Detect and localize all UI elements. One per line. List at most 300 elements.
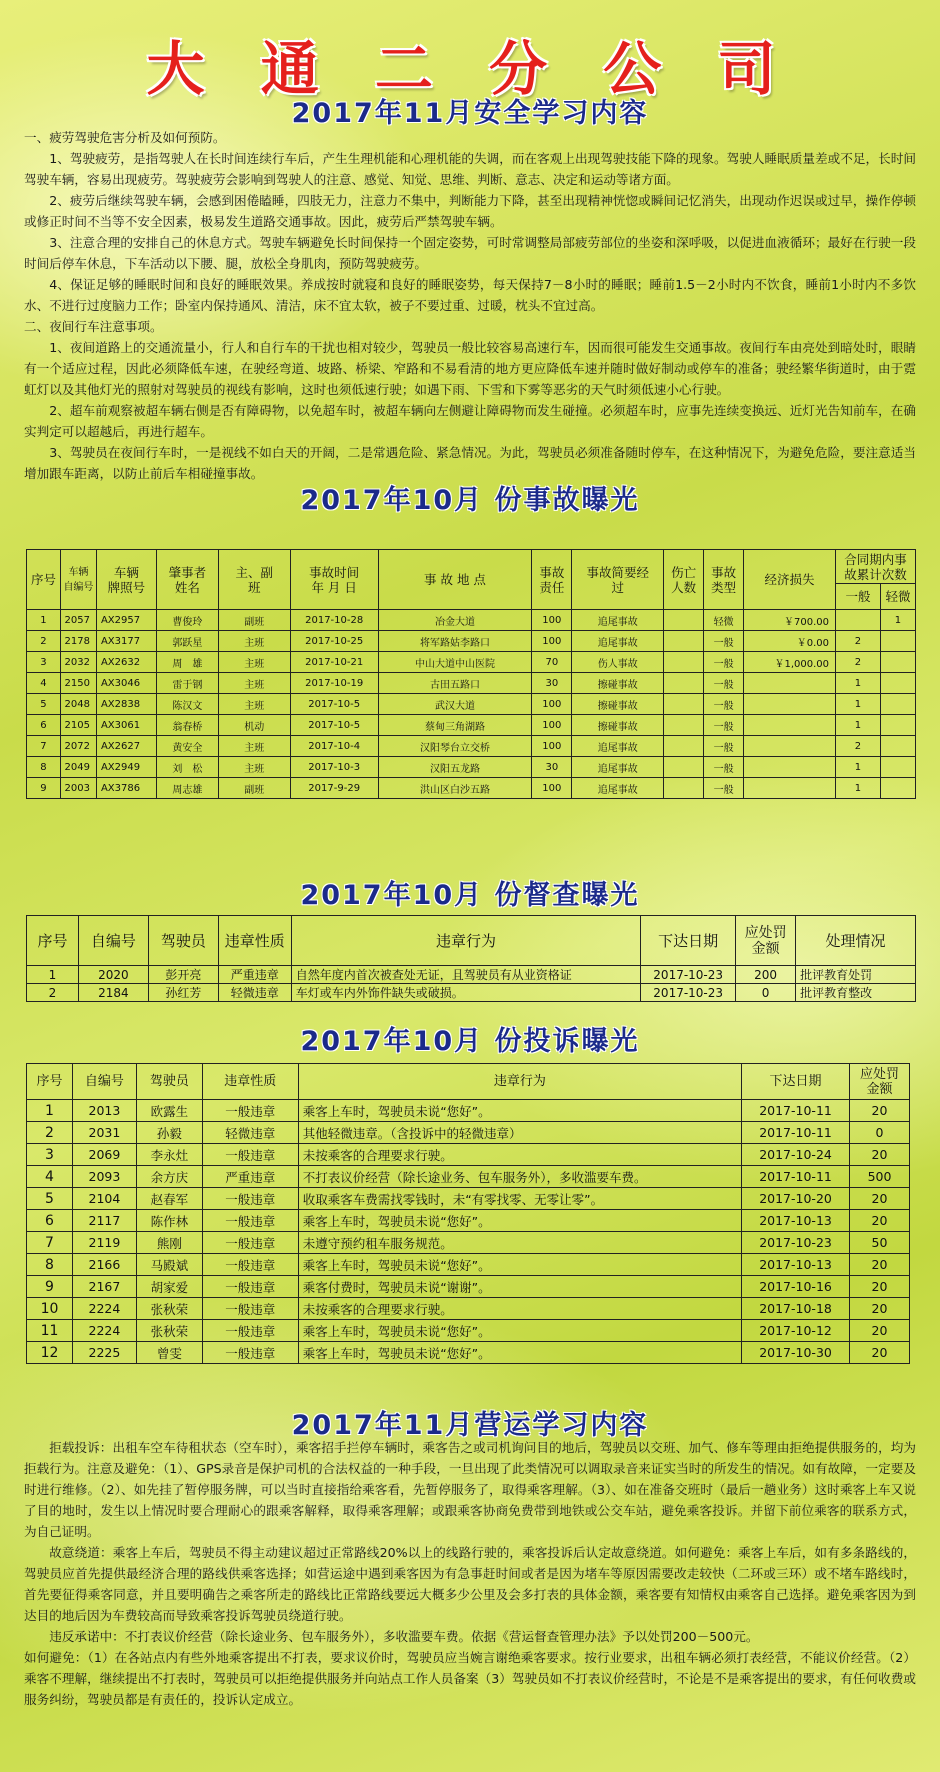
table-cell: ￥1,000.00: [744, 652, 836, 673]
table-row: [27, 1122, 910, 1144]
table-cell: 2031: [72, 1122, 136, 1144]
table-cell: 一般违章: [202, 1232, 298, 1254]
col-header: 事 故 地 点: [378, 550, 532, 610]
study-paragraph: 2、疲劳后继续驾驶车辆，会感到困倦瞌睡，四肢无力，注意力不集中，判断能力下降，甚至出现精神恍惚或瞬间记忆消失，出现动作迟误或过早，操作停顿或修正时间不当等不安全因素，极易发生道路交通事故。因此，疲劳后严禁驾驶车辆。: [24, 193, 916, 229]
table-cell: 张秋荣: [136, 1298, 202, 1320]
table-cell: 12: [27, 1342, 73, 1364]
table-cell: 欧露生: [136, 1100, 202, 1122]
col-header: 驾驶员: [148, 916, 218, 966]
table-cell: 乘客上车时，驾驶员未说“您好”。: [298, 1210, 741, 1232]
table-cell: 9: [27, 1276, 73, 1298]
table-cell: AX2949: [96, 757, 156, 778]
table-row: [27, 1342, 910, 1364]
table-cell: 主班: [218, 631, 290, 652]
table-row: [27, 1188, 910, 1210]
table-cell: [880, 736, 915, 757]
table-cell: 一般: [704, 652, 744, 673]
table-cell: 2017-10-11: [742, 1100, 850, 1122]
table-cell: [880, 631, 915, 652]
table-cell: [664, 673, 704, 694]
table-cell: 轻微: [704, 610, 744, 631]
table-cell: 500: [849, 1166, 909, 1188]
table-cell: 一般: [704, 715, 744, 736]
table-cell: 乘客上车时，驾驶员未说“您好”。: [298, 1254, 741, 1276]
table-cell: 200: [736, 966, 796, 984]
table-cell: 2: [27, 984, 79, 1002]
table-cell: 蔡甸三角湖路: [378, 715, 532, 736]
table-cell: 熊刚: [136, 1232, 202, 1254]
table-cell: 30: [532, 757, 572, 778]
table-cell: 2003: [60, 778, 96, 799]
table-cell: 100: [532, 610, 572, 631]
table-cell: 20: [849, 1144, 909, 1166]
table-cell: 其他轻微违章。（含投诉中的轻微违章）: [298, 1122, 741, 1144]
table-cell: 一般: [704, 736, 744, 757]
table-cell: 2017-10-18: [742, 1298, 850, 1320]
study-paragraph: 2、超车前观察被超车辆右侧是否有障碍物，以免超车时，被超车辆向左侧避让障碍物而发生碰撞。必须超车时，应事先连续变换远、近灯光告知前车，在确实判定可以超越后，再进行超车。: [24, 403, 916, 439]
table-row: [27, 610, 916, 631]
table-cell: 乘客上车时，驾驶员未说“您好”。: [298, 1342, 741, 1364]
table-cell: 主班: [218, 652, 290, 673]
table-cell: 古田五路口: [378, 673, 532, 694]
table-cell: 0: [849, 1122, 909, 1144]
accident-table: [26, 549, 916, 799]
table-cell: 周 雄: [156, 652, 218, 673]
table-cell: 20: [849, 1276, 909, 1298]
col-header: 合同期内事 故累计次数: [836, 550, 916, 584]
col-header: 自编号: [72, 1064, 136, 1100]
table-cell: 20: [849, 1254, 909, 1276]
table-cell: AX3177: [96, 631, 156, 652]
table-cell: 2072: [60, 736, 96, 757]
table-cell: 5: [27, 694, 61, 715]
table-cell: 周志雄: [156, 778, 218, 799]
table-cell: AX2838: [96, 694, 156, 715]
operations-paragraph: 故意绕道：乘客上车后，驾驶员不得主动建议超过正常路线20%以上的线路行驶的，乘客投诉后认定故意绕道。如何避免：乘客上车后，如有多条路线的，驾驶员应首先提供最经济合理的路线供乘客选择；如营运途中遇到乘客因为有急事赶时间或者是因为堵车等原因需要改走较快（二环或三环）或不堵车路线时，首先要征得乘客同意，并且要明确告之乘客所走的路线比正常路线要远大概多少公里及会多打表的具体金额，乘客要有知情权由乘客自己选择。避免乘客因为到达目的地后因为车费较高而导致乘客投诉驾驶员绕道行驶。: [24, 1545, 916, 1623]
table-cell: 轻微违章: [218, 984, 291, 1002]
table-cell: 一般: [704, 631, 744, 652]
table-cell: 追尾事故: [572, 778, 664, 799]
table-cell: 主班: [218, 673, 290, 694]
table-cell: 100: [532, 736, 572, 757]
table-cell: 武汉大道: [378, 694, 532, 715]
table-cell: [744, 736, 836, 757]
table-cell: 陈汉文: [156, 694, 218, 715]
col-header: 驾驶员: [136, 1064, 202, 1100]
table-cell: 汉阳五龙路: [378, 757, 532, 778]
table-cell: 一般违章: [202, 1276, 298, 1298]
table-cell: 2017-10-19: [290, 673, 378, 694]
table-cell: 陈作林: [136, 1210, 202, 1232]
table-row: [27, 1210, 910, 1232]
safety-study-title: 2017年11月安全学习内容: [291, 98, 649, 129]
table-cell: 6: [27, 715, 61, 736]
table-cell: 副班: [218, 610, 290, 631]
table-cell: [880, 652, 915, 673]
table-cell: 擦碰事故: [572, 694, 664, 715]
table-cell: 2150: [60, 673, 96, 694]
table-cell: 刘 松: [156, 757, 218, 778]
table-cell: 2048: [60, 694, 96, 715]
table-cell: 车灯或车内外饰件缺失或破损。: [291, 984, 641, 1002]
table-cell: 2119: [72, 1232, 136, 1254]
table-cell: 2017-9-29: [290, 778, 378, 799]
table-cell: 1: [880, 610, 915, 631]
table-cell: 2017-10-30: [742, 1342, 850, 1364]
study-paragraph: 一、疲劳驾驶危害分析及如何预防。: [24, 130, 226, 145]
table-cell: [744, 694, 836, 715]
table-cell: 100: [532, 631, 572, 652]
table-cell: [664, 652, 704, 673]
table-cell: 乘客付费时，驾驶员未说“谢谢”。: [298, 1276, 741, 1298]
table-cell: 冶金大道: [378, 610, 532, 631]
table-cell: [880, 778, 915, 799]
table-cell: 2020: [78, 966, 148, 984]
col-header: 主、副 班: [218, 550, 290, 610]
table-cell: 洪山区白沙五路: [378, 778, 532, 799]
table-cell: 9: [27, 778, 61, 799]
table-cell: [744, 715, 836, 736]
table-row: [27, 1298, 910, 1320]
table-cell: 2224: [72, 1298, 136, 1320]
col-header: 下达日期: [641, 916, 736, 966]
table-cell: 11: [27, 1320, 73, 1342]
safety-study-text: [24, 127, 916, 484]
col-header: 事故简要经 过: [572, 550, 664, 610]
table-cell: 1: [836, 694, 881, 715]
col-header: 违章行为: [291, 916, 641, 966]
study-paragraph: 1、驾驶疲劳，是指驾驶人在长时间连续行车后，产生生理机能和心理机能的失调，而在客观上出现驾驶技能下降的现象。驾驶人睡眠质量差或不足，长时间驾驶车辆，容易出现疲劳。驾驶疲劳会影响到驾驶人的注意、感觉、知觉、思维、判断、意志、决定和运动等诸方面。: [24, 151, 916, 187]
table-cell: 50: [849, 1232, 909, 1254]
table-cell: 主班: [218, 694, 290, 715]
col-header: 肇事者 姓名: [156, 550, 218, 610]
table-cell: AX2632: [96, 652, 156, 673]
table-row: [27, 736, 916, 757]
col-header: 序号: [27, 550, 61, 610]
table-cell: 中山大道中山医院: [378, 652, 532, 673]
table-cell: [836, 610, 881, 631]
table-row: [27, 673, 916, 694]
table-cell: 乘客上车时，驾驶员未说“您好”。: [298, 1100, 741, 1122]
col-header: 轻微: [880, 584, 915, 610]
table-cell: 2224: [72, 1320, 136, 1342]
table-row: [27, 984, 916, 1002]
table-cell: 2167: [72, 1276, 136, 1298]
table-cell: 5: [27, 1188, 73, 1210]
table-cell: 2017-10-5: [290, 694, 378, 715]
operations-study-title: 2017年11月营运学习内容: [291, 1410, 649, 1441]
table-cell: [880, 694, 915, 715]
table-cell: 100: [532, 778, 572, 799]
study-paragraph: 4、保证足够的睡眠时间和良好的睡眠效果。养成按时就寝和良好的睡眠姿势，每天保持7－8小时的睡眠；睡前1.5－2小时内不饮食，睡前1小时内不多饮水、不进行过度脑力工作；卧室内保持通风、清洁，床不宜太软，被子不要过重、过暖，枕头不宜过高。: [24, 277, 916, 313]
table-cell: 20: [849, 1100, 909, 1122]
table-cell: 乘客上车时，驾驶员未说“您好”。: [298, 1320, 741, 1342]
table-cell: 2178: [60, 631, 96, 652]
table-cell: 1: [836, 673, 881, 694]
table-cell: 2225: [72, 1342, 136, 1364]
table-cell: 一般: [704, 778, 744, 799]
operations-study-text: [24, 1437, 916, 1710]
table-cell: 100: [532, 715, 572, 736]
table-cell: 严重违章: [202, 1166, 298, 1188]
table-cell: 赵春军: [136, 1188, 202, 1210]
table-row: [27, 1320, 910, 1342]
col-header: 应处罚 金额: [849, 1064, 909, 1100]
table-cell: 机动: [218, 715, 290, 736]
table-cell: 一般违章: [202, 1254, 298, 1276]
table-cell: 一般违章: [202, 1298, 298, 1320]
table-cell: 2: [27, 1122, 73, 1144]
table-row: [27, 1100, 910, 1122]
table-cell: ￥700.00: [744, 610, 836, 631]
table-cell: 2: [836, 652, 881, 673]
table-cell: 2049: [60, 757, 96, 778]
complaint-table: [26, 1063, 910, 1364]
accident-exposure-title: 2017年10月 份事故曝光: [300, 485, 640, 516]
table-cell: [664, 778, 704, 799]
table-cell: 2017-10-11: [742, 1122, 850, 1144]
table-cell: 李永灶: [136, 1144, 202, 1166]
table-cell: 1: [27, 966, 79, 984]
col-header: 经济损失: [744, 550, 836, 610]
table-cell: 2017-10-25: [290, 631, 378, 652]
col-header: 违章性质: [202, 1064, 298, 1100]
table-cell: 自然年度内首次被查处无证，且驾驶员有从业资格证: [291, 966, 641, 984]
table-cell: 3: [27, 652, 61, 673]
table-cell: 6: [27, 1210, 73, 1232]
complaint-exposure-title: 2017年10月 份投诉曝光: [300, 1026, 640, 1057]
study-paragraph: 3、注意合理的安排自己的休息方式。驾驶车辆避免长时间保持一个固定姿势，可时常调整局部疲劳部位的坐姿和深呼吸，以促进血液循环；最好在行驶一段时间后停车休息，下车活动以下腰、腿，放松全身肌肉，预防驾驶疲劳。: [24, 235, 916, 271]
table-cell: 20: [849, 1298, 909, 1320]
table-cell: 一般: [704, 673, 744, 694]
col-header: 处理情况: [796, 916, 916, 966]
table-cell: [664, 694, 704, 715]
table-cell: 1: [27, 610, 61, 631]
table-cell: 一般违章: [202, 1320, 298, 1342]
table-cell: 余方庆: [136, 1166, 202, 1188]
table-cell: 2105: [60, 715, 96, 736]
table-row: [27, 1144, 910, 1166]
col-header: 车辆 自编号: [60, 550, 96, 610]
operations-paragraph: 违反承诺中：不打表议价经营（除长途业务、包车服务外），多收滥要车费。依据《营运督查管理办法》予以处罚200－500元。: [49, 1629, 759, 1644]
table-cell: 2184: [78, 984, 148, 1002]
table-cell: 2: [836, 631, 881, 652]
table-cell: 伤人事故: [572, 652, 664, 673]
table-cell: AX3046: [96, 673, 156, 694]
table-cell: [880, 757, 915, 778]
col-header: 违章行为: [298, 1064, 741, 1100]
table-cell: 追尾事故: [572, 736, 664, 757]
table-cell: 20: [849, 1210, 909, 1232]
table-cell: 2069: [72, 1144, 136, 1166]
table-cell: 彭开亮: [148, 966, 218, 984]
table-cell: 张秋荣: [136, 1320, 202, 1342]
table-cell: 2017-10-23: [742, 1232, 850, 1254]
table-cell: AX2627: [96, 736, 156, 757]
table-cell: 翁春桥: [156, 715, 218, 736]
operations-paragraph: 如何避免：（1）在各站点内有些外地乘客提出不打表，要求议价时，驾驶员应当婉言谢绝乘客要求。按行业要求，出租车辆必须打表经营，不能议价经营。（2）乘客不理解，继续提出不打表时，驾驶员可以拒绝提供服务并向站点工作人员备案（3）驾驶员如不打表议价经营时，不论是不是乘客提出的要求，有任何收费或服务纠纷，驾驶员都是有责任的，投诉认定成立。: [24, 1650, 916, 1707]
table-cell: 2017-10-28: [290, 610, 378, 631]
table-cell: 一般违章: [202, 1144, 298, 1166]
table-row: [27, 757, 916, 778]
table-cell: 曾雯: [136, 1342, 202, 1364]
table-cell: 2166: [72, 1254, 136, 1276]
table-row: [27, 1166, 910, 1188]
table-cell: 副班: [218, 778, 290, 799]
col-header: 序号: [27, 916, 79, 966]
table-cell: [744, 757, 836, 778]
table-cell: 收取乘客车费需找零钱时，未“有零找零、无零让零”。: [298, 1188, 741, 1210]
table-cell: 未遵守预约租车服务规范。: [298, 1232, 741, 1254]
table-cell: 2013: [72, 1100, 136, 1122]
col-header: 车辆 牌照号: [96, 550, 156, 610]
table-cell: 10: [27, 1298, 73, 1320]
table-cell: 2017-10-23: [641, 984, 736, 1002]
table-cell: 一般违章: [202, 1210, 298, 1232]
supervision-table: [26, 915, 916, 1002]
col-header: 事故时间 年 月 日: [290, 550, 378, 610]
col-header: 序号: [27, 1064, 73, 1100]
table-cell: 2017-10-13: [742, 1210, 850, 1232]
table-cell: 主班: [218, 757, 290, 778]
table-cell: 一般: [704, 694, 744, 715]
table-cell: AX3786: [96, 778, 156, 799]
table-cell: 黄安全: [156, 736, 218, 757]
table-cell: 严重违章: [218, 966, 291, 984]
table-row: [27, 1254, 910, 1276]
table-cell: 2: [836, 736, 881, 757]
table-cell: 100: [532, 694, 572, 715]
table-row: [27, 631, 916, 652]
study-paragraph: 3、驾驶员在夜间行车时，一是视线不如白天的开阔，二是常遇危险、紧急情况。为此，驾驶员必须准备随时停车，在这种情况下，为避免危险，要注意适当增加跟车距离，以防止前后车相碰撞事故。: [24, 445, 916, 481]
study-paragraph: 二、夜间行车注意事项。: [24, 319, 163, 334]
table-cell: 7: [27, 1232, 73, 1254]
table-cell: 20: [849, 1320, 909, 1342]
table-cell: 批评教育整改: [796, 984, 916, 1002]
table-cell: [664, 631, 704, 652]
table-cell: 2093: [72, 1166, 136, 1188]
table-cell: 2017-10-11: [742, 1166, 850, 1188]
table-row: [27, 778, 916, 799]
table-cell: 一般违章: [202, 1188, 298, 1210]
table-cell: 2017-10-16: [742, 1276, 850, 1298]
table-cell: 追尾事故: [572, 631, 664, 652]
table-cell: 8: [27, 757, 61, 778]
table-row: [27, 652, 916, 673]
col-header: 下达日期: [742, 1064, 850, 1100]
table-cell: 20: [849, 1188, 909, 1210]
table-row: [27, 1276, 910, 1298]
table-cell: 将军路姑李路口: [378, 631, 532, 652]
table-cell: 胡家爱: [136, 1276, 202, 1298]
table-cell: 0: [736, 984, 796, 1002]
table-cell: 未按乘客的合理要求行驶。: [298, 1144, 741, 1166]
table-row: [27, 694, 916, 715]
operations-paragraph: 拒载投诉：出租车空车待租状态（空车时），乘客招手拦停车辆时，乘客告之或司机询问目的地后，驾驶员以交班、加气、修车等理由拒绝提供服务的，均为拒载行为。注意及避免：（1）、GPS录音是保护司机的合法权益的一种手段，一旦出现了此类情况可以调取录音来证实当时的所发生的情况。如有故障，一定要及时进行维修。（2）、如先挂了暂停服务牌，可以当时直接指给乘客看，先暂停服务了，取得乘客理解。（3）、如在准备交班时（最后一趟业务）这时乘客上车又说了目的地时，发生以上情况时要合理耐心的跟乘客解释，取得乘客理解；或跟乘客协商免费带到地铁或公交车站，避免乘客投诉。并留下前位乘客的联系方式，为自己证明。: [24, 1440, 916, 1539]
table-cell: 2017-10-21: [290, 652, 378, 673]
table-cell: AX2957: [96, 610, 156, 631]
supervision-exposure-title: 2017年10月 份督查曝光: [300, 880, 640, 911]
table-cell: 追尾事故: [572, 610, 664, 631]
table-cell: 7: [27, 736, 61, 757]
col-header: 应处罚 金额: [736, 916, 796, 966]
table-cell: 一般违章: [202, 1100, 298, 1122]
table-cell: 2017-10-4: [290, 736, 378, 757]
table-cell: 30: [532, 673, 572, 694]
table-cell: [880, 673, 915, 694]
table-cell: 批评教育处罚: [796, 966, 916, 984]
table-cell: 雷于钢: [156, 673, 218, 694]
table-cell: [664, 610, 704, 631]
table-cell: 未按乘客的合理要求行驶。: [298, 1298, 741, 1320]
table-cell: 2017-10-20: [742, 1188, 850, 1210]
table-cell: 擦碰事故: [572, 715, 664, 736]
table-cell: 2017-10-3: [290, 757, 378, 778]
table-cell: 1: [27, 1100, 73, 1122]
table-cell: 4: [27, 673, 61, 694]
table-cell: [744, 673, 836, 694]
table-cell: AX3061: [96, 715, 156, 736]
table-cell: [664, 715, 704, 736]
table-cell: 一般: [704, 757, 744, 778]
table-cell: [744, 778, 836, 799]
table-cell: [664, 757, 704, 778]
table-cell: 孙红芳: [148, 984, 218, 1002]
table-cell: 擦碰事故: [572, 673, 664, 694]
table-cell: 20: [849, 1342, 909, 1364]
table-cell: 8: [27, 1254, 73, 1276]
page-title: 大 通 二 分 公 司: [146, 35, 794, 103]
col-header: 自编号: [78, 916, 148, 966]
table-cell: 2017-10-5: [290, 715, 378, 736]
table-cell: 3: [27, 1144, 73, 1166]
table-cell: 2057: [60, 610, 96, 631]
table-cell: 1: [836, 778, 881, 799]
table-cell: 马殿斌: [136, 1254, 202, 1276]
table-cell: [880, 715, 915, 736]
table-cell: 2017-10-24: [742, 1144, 850, 1166]
table-cell: 一般违章: [202, 1342, 298, 1364]
table-cell: 2017-10-23: [641, 966, 736, 984]
table-cell: 2017-10-13: [742, 1254, 850, 1276]
table-cell: 主班: [218, 736, 290, 757]
table-cell: 1: [836, 715, 881, 736]
col-header: 事故 责任: [532, 550, 572, 610]
table-row: [27, 715, 916, 736]
table-cell: 2117: [72, 1210, 136, 1232]
study-paragraph: 1、夜间道路上的交通流量小，行人和自行车的干扰也相对较少，驾驶员一般比较容易高速行车，因而很可能发生交通事故。夜间行车由亮处到暗处时，眼睛有一个适应过程，因此必须降低车速，在驶经弯道、坡路、桥梁、窄路和不易看清的地方更应降低车速并随时做好制动或停车的准备；驶经繁华街道时，由于霓虹灯以及其他灯光的照射对驾驶员的视线有影响，这时也须低速行驶；如遇下雨、下雪和下雾等恶劣的天气时须低速小心行驶。: [24, 340, 916, 397]
table-cell: 2032: [60, 652, 96, 673]
table-cell: ￥0.00: [744, 631, 836, 652]
table-cell: 汉阳琴台立交桥: [378, 736, 532, 757]
col-header: 一般: [836, 584, 881, 610]
table-cell: 轻微违章: [202, 1122, 298, 1144]
table-cell: 不打表议价经营（除长途业务、包车服务外），多收滥要车费。: [298, 1166, 741, 1188]
table-row: [27, 1232, 910, 1254]
col-header: 违章性质: [218, 916, 291, 966]
table-cell: 2: [27, 631, 61, 652]
table-cell: 2017-10-12: [742, 1320, 850, 1342]
table-row: [27, 966, 916, 984]
col-header: 事故 类型: [704, 550, 744, 610]
col-header: 伤亡 人数: [664, 550, 704, 610]
table-cell: 追尾事故: [572, 757, 664, 778]
table-cell: 2104: [72, 1188, 136, 1210]
table-cell: 1: [836, 757, 881, 778]
table-cell: 4: [27, 1166, 73, 1188]
table-cell: 郭跃星: [156, 631, 218, 652]
table-cell: 曹俊玲: [156, 610, 218, 631]
